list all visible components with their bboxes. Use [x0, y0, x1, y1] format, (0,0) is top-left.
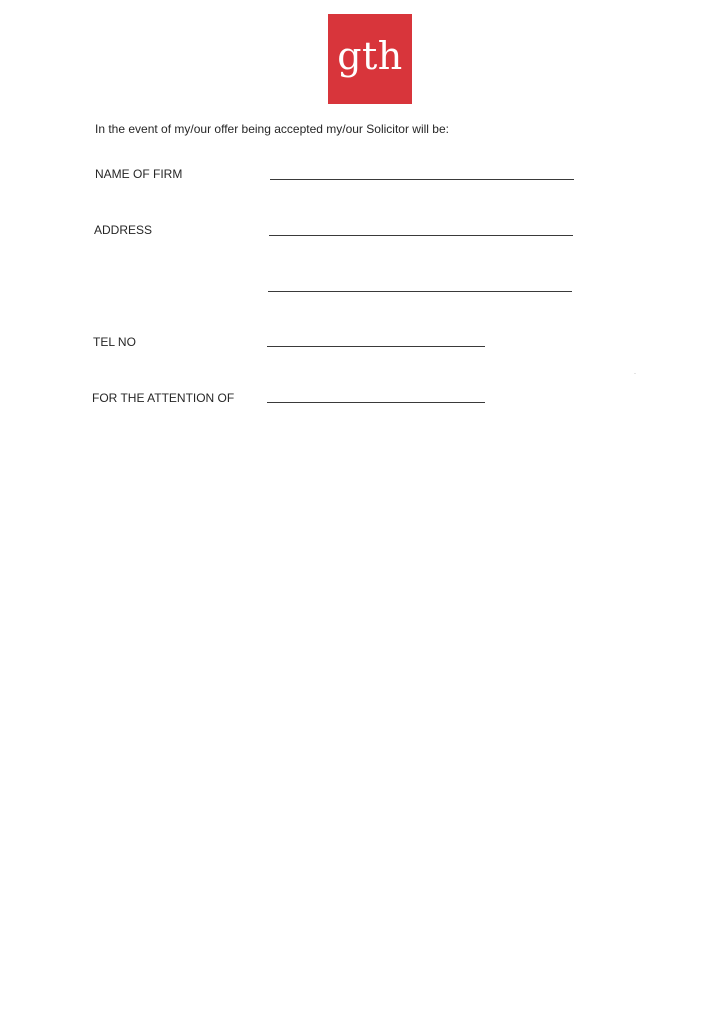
address-line-2-field[interactable] — [268, 291, 572, 292]
logo-text: gth — [337, 34, 403, 78]
gth-logo — [328, 14, 412, 104]
address-line-1-field[interactable] — [269, 235, 573, 236]
scan-speck — [634, 373, 636, 374]
address-label: ADDRESS — [94, 223, 153, 237]
attention-label: FOR THE ATTENTION OF — [92, 391, 235, 405]
firm-name-field[interactable] — [270, 179, 574, 180]
attention-field[interactable] — [267, 402, 485, 403]
firm-name-label: NAME OF FIRM — [95, 167, 183, 181]
tel-no-label: TEL NO — [93, 335, 136, 349]
intro-text: In the event of my/our offer being accepted my/our Solicitor will be: — [95, 122, 449, 136]
tel-no-field[interactable] — [267, 346, 485, 347]
